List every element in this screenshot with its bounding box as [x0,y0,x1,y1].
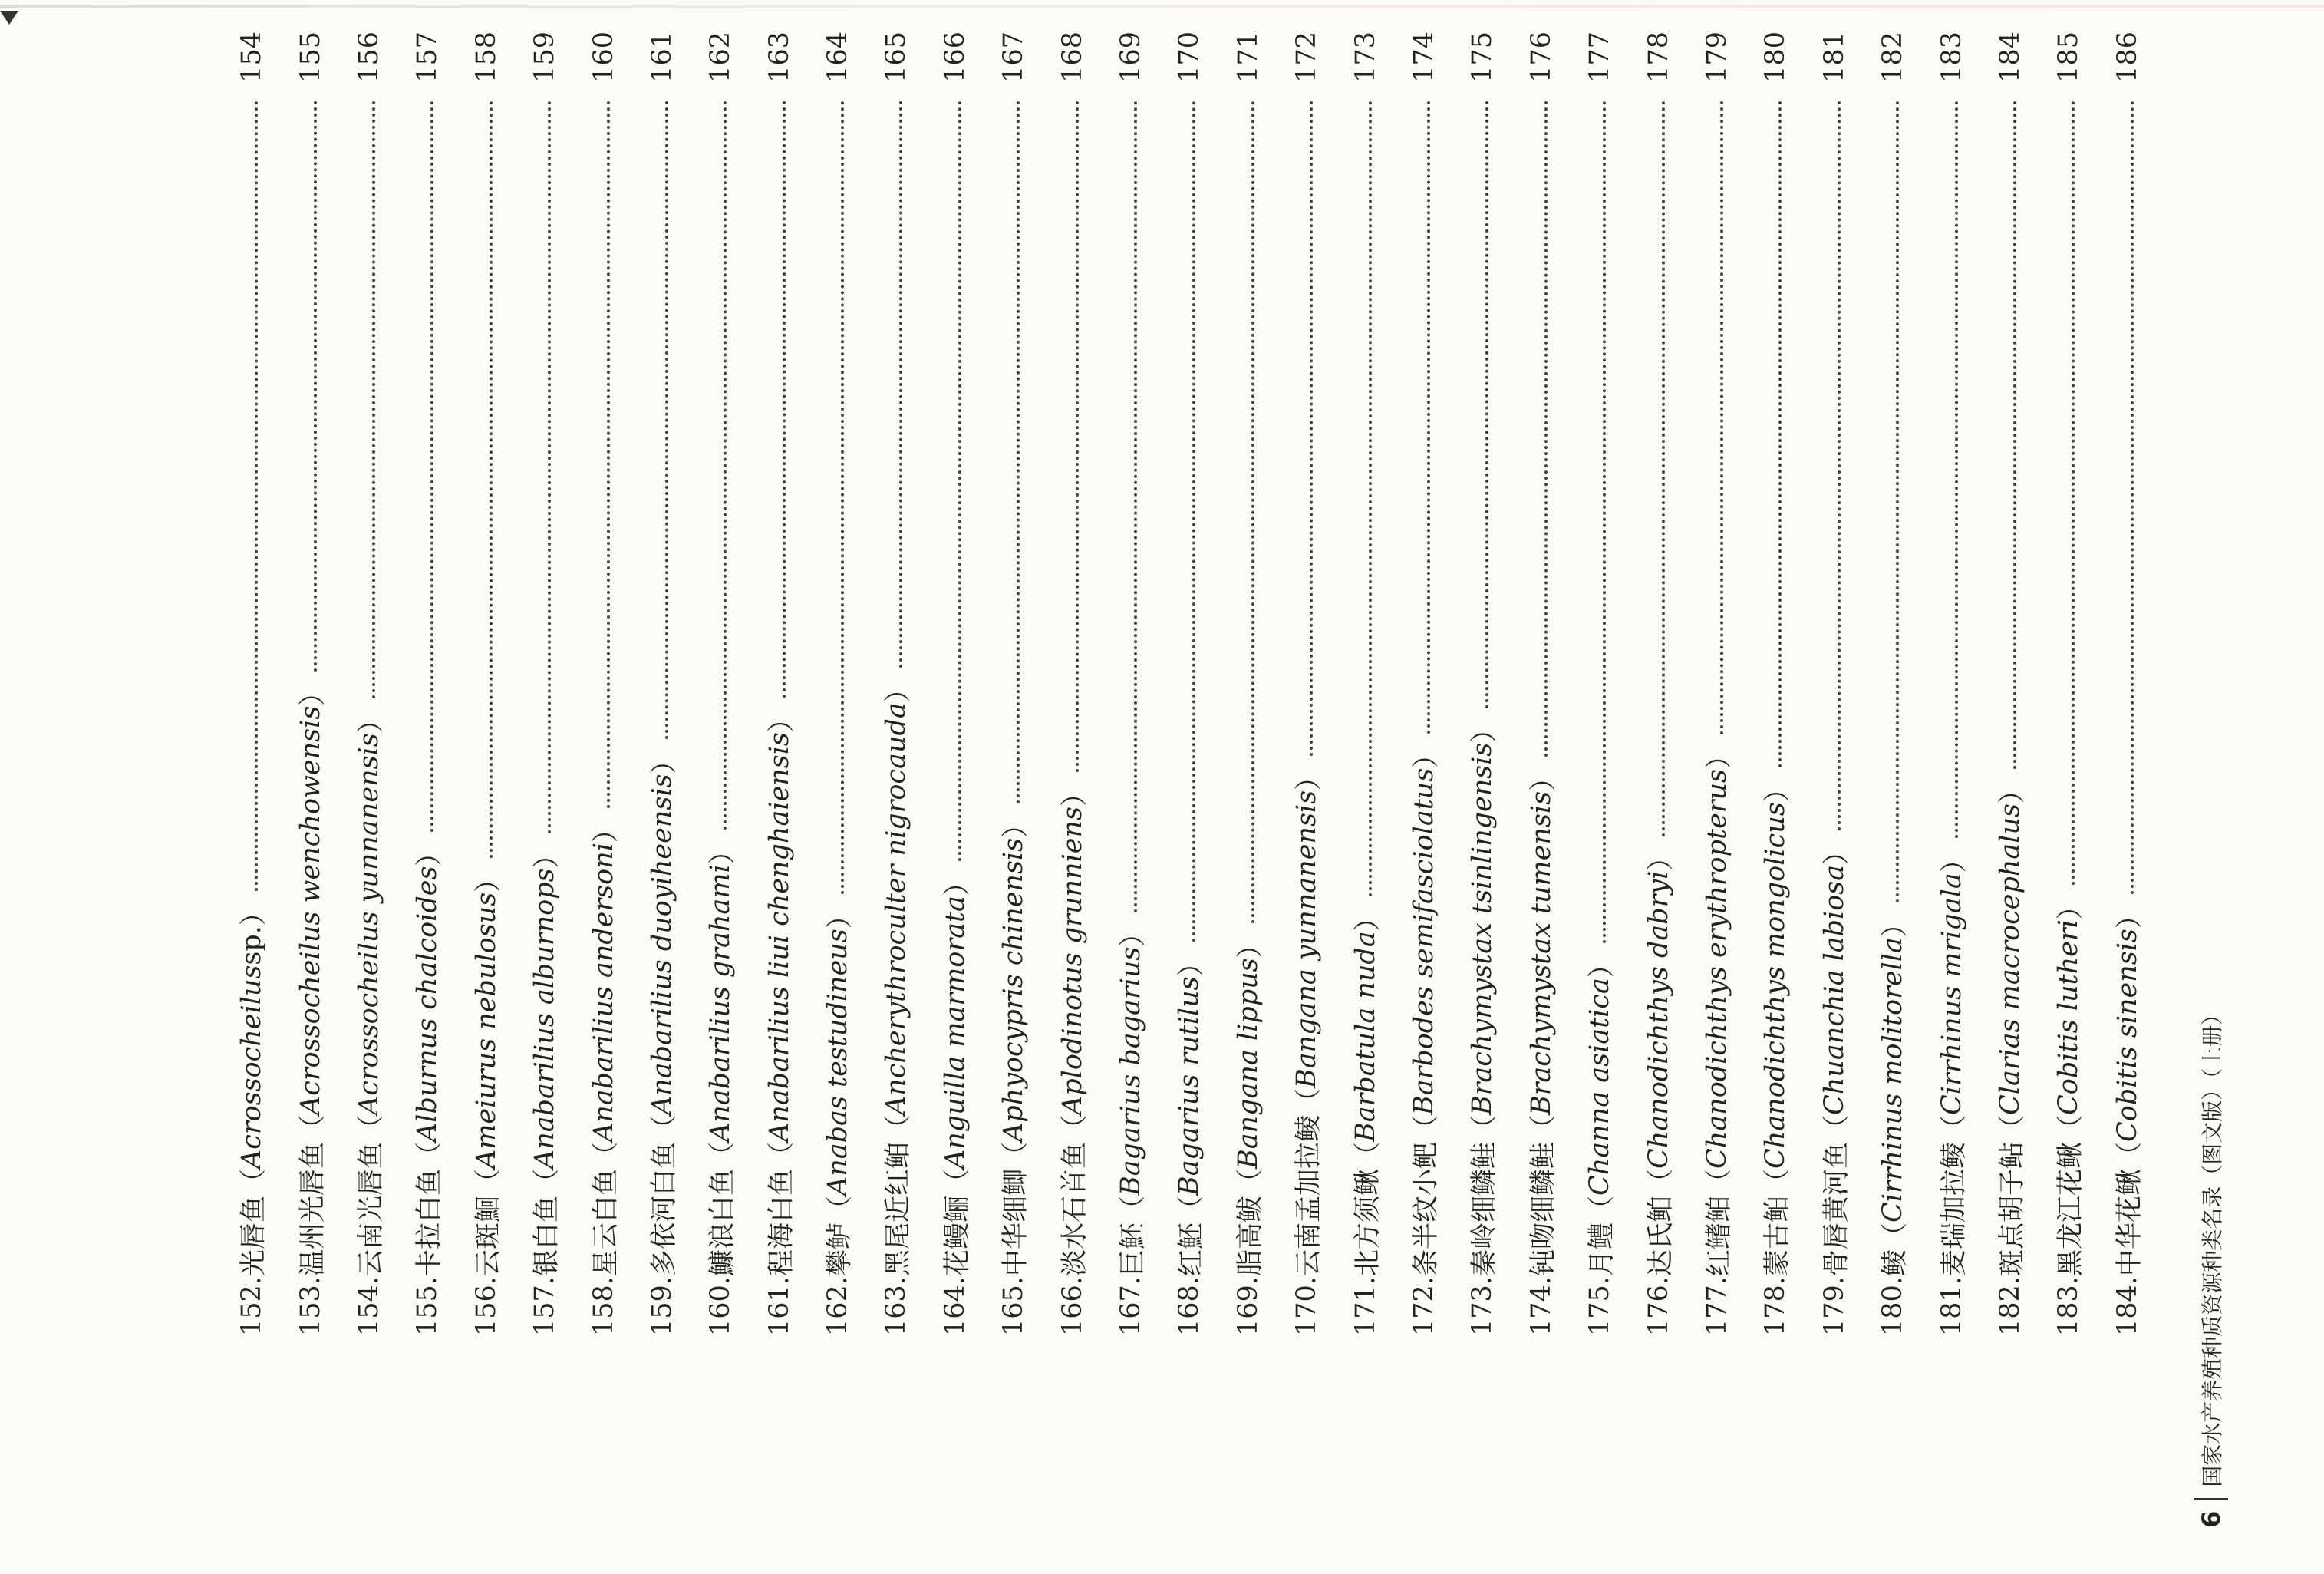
toc-open-paren: （ [1880,1223,1911,1250]
toc-entry-chinese-name: 月鳢 [1587,1223,1618,1277]
toc-entry-chinese-name: 北方须鳅 [1352,1169,1383,1277]
toc-entry-number: 167. [1116,1276,1147,1336]
toc-entry-chinese-name: 光唇鱼 [239,1196,270,1277]
toc-entry [926,31,984,1336]
toc-entry-page-number: 176 [1525,31,1557,83]
toc-close-paren: ） [1294,763,1325,790]
toc-entry-chinese-name: 巨魾 [1118,1223,1149,1277]
toc-dot-leader [490,101,493,858]
toc-entry-chinese-name: 红鳍鲌 [1703,1196,1735,1277]
toc-open-paren: （ [2114,1142,2145,1170]
toc-entry-chinese-name: 云南光唇鱼 [355,1142,387,1277]
toc-entry-latin-name: Alburnus chalcoides [412,866,443,1143]
toc-close-paren: ） [941,869,973,896]
toc-entry-latin-name: Anabarilius liui chenghaiensis [763,732,795,1143]
toc-entry-latin-name: Ancherythroculter nigrocauda [881,702,912,1116]
toc-entry-page-number: 177 [1584,31,1616,83]
toc-entry-latin-name: Acrossocheilus wenchowensis [295,705,326,1116]
toc-entry [281,31,339,1336]
toc-entry [1981,31,2039,1336]
toc-entry-number: 172. [1409,1276,1439,1336]
toc-dot-leader [1896,101,1899,902]
toc-close-paren: ） [766,705,797,733]
toc-close-paren: ） [1000,810,1032,838]
toc-dot-leader [607,101,610,808]
toc-entry-page-number: 162 [705,31,737,83]
toc-entry [984,31,1043,1336]
toc-open-paren: （ [1938,1115,1970,1143]
toc-close-paren: ） [1059,779,1090,807]
toc-entry-latin-name: Acrossocheilus yunnanensis [353,733,384,1116]
toc-dot-leader [899,101,902,668]
toc-dot-leader [1544,101,1548,757]
toc-entry [516,31,574,1336]
toc-dot-leader [372,101,375,698]
toc-dot-leader [1955,101,1958,838]
toc-entry [223,31,281,1336]
toc-open-paren: （ [1996,1115,2028,1143]
toc-entry-page-number: 158 [470,31,502,83]
toc-close-paren: ） [1880,910,1911,938]
toc-entry [809,31,867,1336]
toc-open-paren: （ [1469,1115,1501,1143]
toc-entry-latin-name: Chanodichthys erythropterus [1701,768,1732,1170]
toc-entry-latin-name: Channa asiatica [1584,978,1616,1196]
toc-entry-number: 175. [1584,1276,1616,1336]
toc-entry [1336,31,1394,1336]
toc-close-paren: ） [1762,775,1794,803]
toc-close-paren: ） [355,706,387,734]
toc-entry-number: 171. [1350,1276,1381,1336]
toc-entry-chinese-name: 黑龙江花鳅 [2055,1142,2087,1277]
toc-entry-number: 182. [1994,1276,2026,1336]
toc-entry [457,31,516,1336]
toc-entry-chinese-name: 鱇浪白鱼 [707,1169,739,1277]
toc-entry [1922,31,1980,1336]
toc-open-paren: （ [1703,1169,1735,1196]
toc-entry-latin-name: Cirrhinus molitorella [1877,937,1909,1223]
toc-entry-number: 184. [2111,1276,2143,1336]
toc-entry-number: 152. [236,1276,268,1336]
toc-entry-page-number: 169 [1116,31,1147,83]
toc-entry-latin-name: Chuanchia labiosa [1818,864,1850,1116]
toc-entry-latin-name: Acrossocheilus [236,965,268,1170]
toc-entry-chinese-name: 多依河白鱼 [648,1142,680,1277]
toc-entry-page-number: 181 [1818,31,1850,83]
toc-entry-chinese-name: 云斑鮰 [473,1196,504,1277]
toc-entry-page-number: 154 [236,31,268,83]
toc-dot-leader [724,101,727,830]
toc-entry [1746,31,1805,1336]
toc-entry-page-number: 183 [1936,31,1967,83]
toc-entry-page-number: 168 [1057,31,1088,83]
toc-entry-number: 180. [1877,1276,1909,1336]
toc-open-paren: （ [1821,1115,1852,1143]
toc-open-paren: （ [1235,1169,1266,1196]
toc-entry-number: 181. [1936,1276,1967,1336]
toc-entry-number: 168. [1174,1276,1205,1336]
toc-entry [691,31,750,1336]
toc-entry-page-number: 174 [1409,31,1439,83]
toc-close-paren: ） [1118,919,1149,947]
toc-dot-leader [1662,101,1665,836]
toc-entry-page-number: 156 [353,31,384,83]
toc-close-paren: ） [2114,902,2145,929]
toc-open-paren: （ [239,1169,270,1196]
toc-entry [1277,31,1336,1336]
toc-entry-chinese-name: 中华细鲫 [1000,1169,1032,1277]
toc-entry-latin-name: Brachymystax tumensis [1525,790,1557,1116]
toc-entry [1805,31,1864,1336]
toc-entry-number: 173. [1467,1276,1498,1336]
toc-entry-latin-name: Anabas testudineus [822,929,854,1196]
toc-open-paren: （ [1000,1142,1032,1170]
toc-entry [633,31,691,1336]
toc-entry-chinese-name: 条半纹小鲃 [1411,1142,1442,1277]
toc-entry-chinese-name: 云南孟加拉鲮 [1294,1115,1325,1277]
toc-close-paren: ） [1645,843,1676,871]
toc-open-paren: （ [1528,1115,1559,1143]
toc-entry-page-number: 179 [1701,31,1732,83]
toc-entry-number: 156. [470,1276,502,1336]
toc-entry [2039,31,2098,1336]
toc-entry-number: 153. [295,1276,326,1336]
toc-dot-leader [1017,101,1020,803]
toc-close-paren: ） [590,816,621,843]
toc-entry-number: 177. [1701,1276,1732,1336]
toc-entry-latin-name: Aplodinotus grunniens [1057,807,1088,1116]
toc-open-paren: （ [883,1115,915,1143]
toc-entry-number: 154. [353,1276,384,1336]
toc-close-paren: ） [1411,741,1442,768]
toc-dot-leader [1076,101,1079,772]
toc-entry-number: 174. [1525,1276,1557,1336]
toc-entry-latin-name: Brachymystax tsinlingensis [1467,742,1498,1116]
toc-entry-page-number: 160 [588,31,619,83]
toc-entry-chinese-name: 程海白鱼 [766,1169,797,1277]
toc-entry-chinese-name: 星云白鱼 [590,1169,621,1277]
toc-entry-chinese-name: 攀鲈 [825,1223,856,1277]
toc-entry-number: 183. [2053,1276,2085,1336]
toc-entry-latin-name: Ameiurus nebulosus [470,892,502,1170]
toc-entry-page-number: 178 [1643,31,1674,83]
toc-entry-page-number: 185 [2053,31,2085,83]
toc-entry-page-number: 161 [646,31,677,83]
toc-entry-chinese-name: 秦岭细鳞鲑 [1469,1142,1501,1277]
toc-entry-chinese-name: 花鳗鲡 [941,1196,973,1277]
toc-entry [1043,31,1101,1336]
toc-close-paren: ） [2055,893,2087,920]
toc-entry-latin-name: Anabarilius duoyiheensis [646,774,677,1116]
toc-entry [1512,31,1571,1336]
toc-open-paren: （ [648,1115,680,1143]
toc-open-paren: （ [1645,1169,1676,1196]
toc-close-paren: ） [532,841,563,869]
toc-entry-latin-suffix: sp. [236,926,268,965]
toc-close-paren: ） [1587,951,1618,978]
toc-entry-chinese-name: 银白鱼 [532,1196,563,1277]
toc-dot-leader [1369,101,1372,896]
toc-dot-leader [548,101,551,833]
toc-entry-latin-name: Cobitis lutheri [2053,919,2085,1116]
toc-entry-latin-name: Cirrhinus mrigala [1936,873,1967,1116]
toc-dot-leader [2072,101,2075,885]
toc-dot-leader [255,101,258,891]
toc-entry-number: 160. [705,1276,737,1336]
toc-entry-number: 165. [998,1276,1030,1336]
toc-close-paren: ） [883,675,915,703]
toc-close-paren: ） [1938,846,1970,873]
toc-entry [1864,31,1922,1336]
toc-dot-leader [1838,101,1841,830]
toc-open-paren: （ [355,1115,387,1143]
toc-close-paren: ） [1352,904,1383,932]
toc-entry-number: 155. [412,1276,443,1336]
toc-entry-chinese-name: 骨唇黄河鱼 [1821,1142,1852,1277]
toc-entry-latin-name: Bagarius rutilus [1174,976,1205,1196]
toc-entry [398,31,457,1336]
toc-close-paren: ） [1528,764,1559,791]
toc-dot-leader [958,101,961,861]
toc-entry-latin-name: Chanodichthys mongolicus [1760,802,1792,1170]
toc-open-paren: （ [532,1169,563,1196]
toc-open-paren: （ [1352,1142,1383,1170]
toc-entry-latin-name: Anabarilius alburnops [529,868,561,1170]
toc-open-paren: （ [1411,1115,1442,1143]
toc-entry [867,31,925,1336]
toc-entry [1629,31,1687,1336]
toc-entry-chinese-name: 脂高鲅 [1235,1196,1266,1277]
toc-open-paren: （ [1587,1196,1618,1223]
toc-entry-page-number: 180 [1760,31,1792,83]
toc-entry-chinese-name: 斑点胡子鲇 [1996,1142,2028,1277]
toc-dot-leader [841,101,844,894]
toc-entry-page-number: 184 [1994,31,2026,83]
toc-close-paren: ） [1235,931,1266,959]
toc-close-paren: ） [297,678,328,706]
toc-entry-number: 162. [822,1276,854,1336]
toc-entry-chinese-name: 中华花鳅 [2114,1169,2145,1277]
toc-open-paren: （ [1118,1196,1149,1223]
toc-entry [340,31,398,1336]
toc-entry-page-number: 175 [1467,31,1498,83]
toc-close-paren: ） [473,865,504,893]
toc-entry-chinese-name: 麦瑞加拉鲮 [1938,1142,1970,1277]
toc-entry [1102,31,1160,1336]
toc-entry-page-number: 164 [822,31,854,83]
page-footer [2194,1004,2228,1528]
footer-book-title: 国家水产养殖种质资源种类名录（图文版）（上册） [2200,1003,2225,1487]
toc-entry-page-number: 170 [1174,31,1205,83]
toc-open-paren: （ [414,1142,446,1170]
toc-dot-leader [430,101,433,832]
toc-entry-chinese-name: 钝吻细鳞鲑 [1528,1142,1559,1277]
toc-entry-page-number: 171 [1232,31,1264,83]
toc-entry-latin-name: Anabarilius grahami [705,864,737,1143]
toc-entry-number: 161. [763,1276,795,1336]
toc-entry [1395,31,1453,1336]
toc-open-paren: （ [590,1142,621,1170]
toc-open-paren: （ [1294,1088,1325,1116]
toc-entry-chinese-name: 达氏鲌 [1645,1196,1676,1277]
toc-dot-leader [2013,101,2016,769]
toc-open-paren: （ [941,1169,973,1196]
toc-entry-latin-name: Bangana yunnanensis [1291,790,1323,1089]
toc-entry-latin-name: Anabarilius andersoni [588,843,619,1143]
toc-entry-number: 164. [939,1276,971,1336]
toc-dot-leader [1603,101,1606,943]
toc-entry-latin-name: Barbodes semifasciolatus [1409,767,1439,1116]
toc-entry-page-number: 165 [881,31,912,83]
toc-entry-chinese-name: 蒙古鲌 [1762,1196,1794,1277]
toc-entry-chinese-name: 卡拉白鱼 [414,1169,446,1277]
toc-entry-chinese-name: 温州光唇鱼 [297,1142,328,1277]
toc-entry [1571,31,1629,1336]
toc-entry-number: 179. [1818,1276,1850,1336]
toc-dot-leader [2131,101,2134,894]
toc-close-paren: ） [239,899,270,926]
toc-open-paren: （ [1762,1169,1794,1196]
toc-entry-page-number: 182 [1877,31,1909,83]
toc-close-paren: ） [414,839,446,866]
toc-entry-latin-name: Bagarius bagarius [1116,946,1147,1196]
toc-dot-leader [1778,101,1782,767]
toc-dot-leader [1310,101,1313,756]
table-of-contents [223,31,2157,1336]
toc-entry-number: 157. [529,1276,561,1336]
footer-page-number: 6 [2197,1510,2226,1528]
toc-entry-chinese-name: 黑尾近红鲌 [883,1142,915,1277]
toc-dot-leader [1192,101,1195,942]
toc-entry-page-number: 172 [1291,31,1323,83]
toc-open-paren: （ [1059,1115,1090,1143]
toc-entry [1219,31,1277,1336]
toc-entry-page-number: 173 [1350,31,1381,83]
toc-close-paren: ） [648,747,680,774]
toc-open-paren: （ [707,1142,739,1170]
toc-entry-number: 169. [1232,1276,1264,1336]
toc-entry-page-number: 157 [412,31,443,83]
toc-dot-leader [783,101,786,698]
toc-entry-latin-name: Anguilla marmorata [939,896,971,1170]
toc-entry [1160,31,1218,1336]
toc-entry [1453,31,1511,1336]
toc-entry-page-number: 163 [763,31,795,83]
toc-entry-number: 178. [1760,1276,1792,1336]
toc-dot-leader [1134,101,1137,912]
toc-entry-number: 158. [588,1276,619,1336]
toc-close-paren: ） [1703,741,1735,769]
toc-open-paren: （ [473,1169,504,1196]
toc-entry-chinese-name: 淡水石首鱼 [1059,1142,1090,1277]
toc-entry-number: 176. [1643,1276,1674,1336]
toc-entry-page-number: 186 [2111,31,2143,83]
toc-open-paren: （ [2055,1115,2087,1143]
toc-entry [574,31,632,1336]
toc-open-paren: （ [766,1142,797,1170]
toc-close-paren: ） [1821,837,1852,865]
toc-dot-leader [665,101,668,740]
toc-entry [1688,31,1746,1336]
toc-dot-leader [314,101,317,672]
toc-open-paren: （ [297,1115,328,1143]
toc-open-paren: （ [825,1196,856,1223]
toc-entry-number: 166. [1057,1276,1088,1336]
toc-entry-chinese-name: 鲮 [1880,1249,1911,1277]
toc-entry-latin-name: Chanodichthys dabryi [1643,870,1674,1170]
toc-entry-latin-name: Barbatula nuda [1350,931,1381,1143]
toc-close-paren: ） [825,902,856,929]
footer-divider [2194,1498,2228,1500]
toc-entry-number: 159. [646,1276,677,1336]
toc-close-paren: ） [707,837,739,865]
toc-entry-number: 170. [1291,1276,1323,1336]
toc-entry-latin-name: Clarias macrocephalus [1994,803,2026,1116]
toc-entry-page-number: 159 [529,31,561,83]
toc-entry-page-number: 155 [295,31,326,83]
toc-entry [750,31,809,1336]
toc-close-paren: ） [1996,777,2028,804]
toc-entry-latin-name: Cobitis sinensis [2111,929,2143,1143]
toc-dot-leader [1427,101,1430,734]
toc-open-paren: （ [1176,1196,1208,1223]
toc-entry-latin-name: Aphyocypris chinensis [998,837,1030,1143]
toc-dot-leader [1251,101,1254,923]
toc-entry-page-number: 167 [998,31,1030,83]
toc-entry-chinese-name: 红魾 [1176,1223,1208,1277]
toc-entry-latin-name: Bangana lippus [1232,958,1264,1170]
toc-entry-number: 163. [881,1276,912,1336]
toc-dot-leader [1720,101,1723,734]
toc-close-paren: ） [1469,715,1501,743]
toc-close-paren: ） [1176,949,1208,977]
toc-entry [2098,31,2157,1336]
toc-entry-page-number: 166 [939,31,971,83]
toc-dot-leader [1485,101,1488,708]
